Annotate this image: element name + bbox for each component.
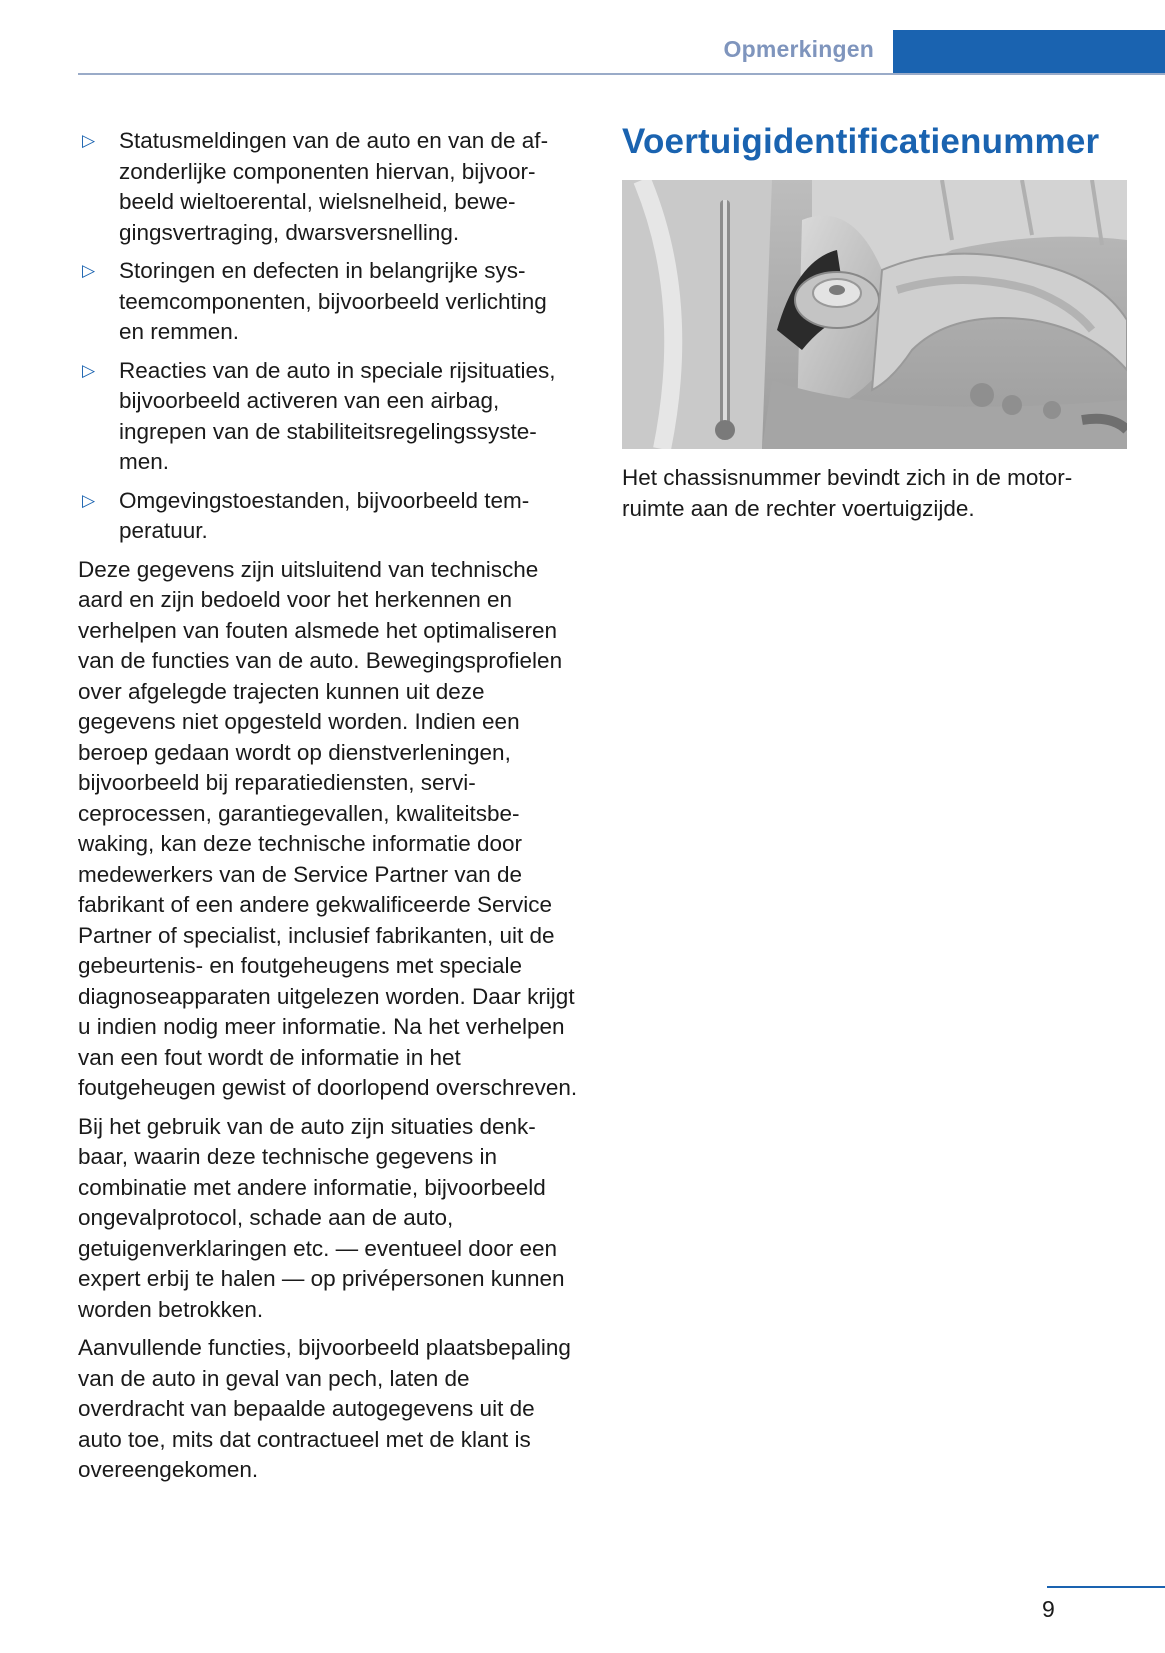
triangle-right-icon: ▷ bbox=[82, 261, 96, 280]
right-column bbox=[622, 120, 1127, 547]
body-paragraph: Deze gegevens zijn uitsluitend van technische aard en zijn bedoeld voor het herkennen en verhelpen van fouten alsmede het optimaliseren van de functies van de auto. Bewegingsprofielen over afgelegde trajecten kunnen uit deze gegevens niet opgesteld worden. Indien een beroep gedaan wordt op dienstverleningen, bijvoorbeeld bij reparatiediensten, serviceprocessen, garantiegevallen, kwaliteitsbewaking, kan deze technische informatie door medewerkers van de Service Partner van de fabrikant of een andere gekwalificeerde Service Partner of specialist, inclusief fabrikanten, uit de gebeurtenis- en foutgeheugens met speciale diagnoseapparaten uitgelezen worden. Daar krijgt u indien nodig meer informatie. Na het verhelpen van een fout wordt de informatie in het foutgeheugen gewist of doorlopend overschreven. bbox=[78, 556, 578, 1100]
triangle-right-icon: ▷ bbox=[82, 131, 96, 150]
list-item bbox=[78, 126, 578, 248]
list-item bbox=[78, 486, 578, 547]
bullet-text: Omgevingstoestanden, bijvoorbeeld temperatuur. bbox=[119, 487, 530, 543]
page-number: 9 bbox=[1042, 1596, 1055, 1622]
bullet-text: Statusmeldingen van de auto en van de afzonderlijke componenten hiervan, bijvoorbeeld wieltoerental, wielsnelheid, bewegingsvertraging, dwarsversnelling. bbox=[119, 128, 549, 245]
triangle-right-icon: ▷ bbox=[82, 360, 96, 380]
bullet-text: Reacties van de auto in speciale rijsituaties, bijvoorbeeld activeren van een airbag, ingrepen van de stabiliteitsregelingssystemen. bbox=[119, 357, 556, 474]
section-title: Voertuigidentificatienummer bbox=[622, 122, 1100, 161]
header-rule bbox=[78, 73, 1165, 75]
list-item bbox=[78, 256, 578, 348]
left-column bbox=[78, 126, 578, 1494]
running-header: Opmerkingen bbox=[723, 36, 874, 62]
bullet-list bbox=[78, 126, 578, 547]
body-paragraph: Bij het gebruik van de auto zijn situaties denkbaar, waarin deze technische gegevens in combinatie met andere informatie, bijvoorbeeld ongevalprotocol, schade aan de auto, getuigenverklaringen etc. — eventueel door een expert erbij te halen — op privépersonen kunnen worden betrokken. bbox=[78, 1113, 565, 1322]
triangle-right-icon: ▷ bbox=[82, 490, 96, 510]
list-item bbox=[78, 356, 578, 478]
figure-caption: Het chassisnummer bevindt zich in de motorruimte aan de rechter voertuigzijde. bbox=[622, 465, 1073, 521]
body-paragraph: Aanvullende functies, bijvoorbeeld plaatsbepaling van de auto in geval van pech, laten de overdracht van bepaalde autogegevens uit de auto toe, mits dat contractueel met de klant is overeengekomen. bbox=[78, 1335, 571, 1482]
bullet-text: Storingen en defecten in belangrijke systeemcomponenten, bijvoorbeeld verlichting en remmen. bbox=[119, 258, 547, 344]
engine-bay-photo bbox=[622, 180, 1127, 449]
header-color-block bbox=[893, 30, 1165, 74]
footer-rule bbox=[1047, 1586, 1165, 1588]
engine-bay-illustration bbox=[622, 180, 1127, 449]
